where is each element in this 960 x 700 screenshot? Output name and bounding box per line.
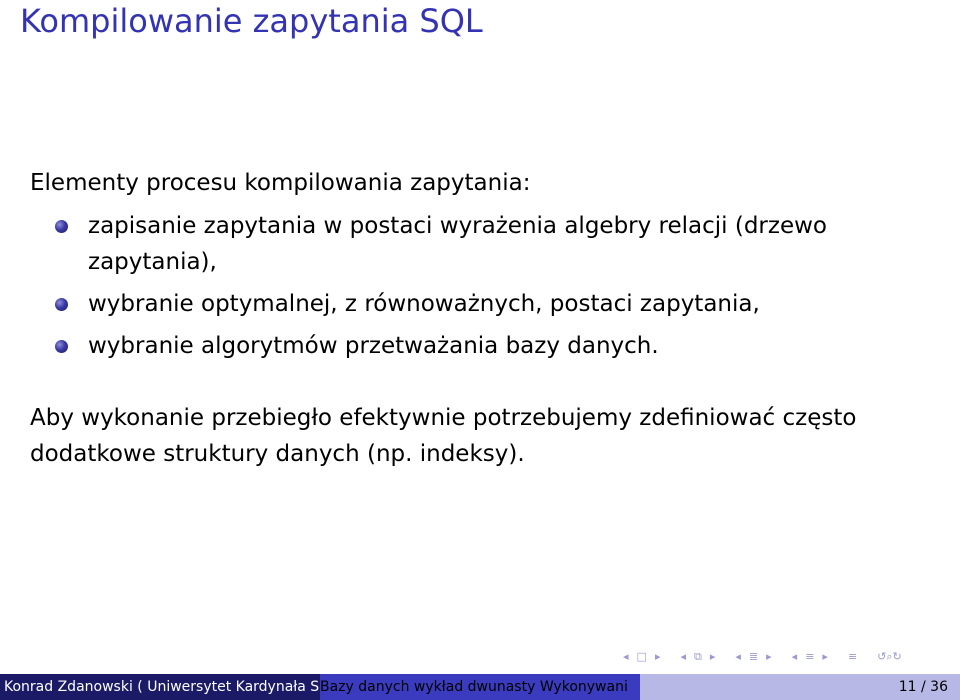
subsection-icon[interactable]: ⧉ (694, 650, 702, 663)
bullet-list (30, 208, 935, 364)
bullet-ball-icon (55, 340, 68, 353)
bullet-ball-icon (55, 298, 68, 311)
doc-back-icon[interactable]: ◂ (791, 650, 798, 663)
footer-title: Bazy danych wykład dwunasty Wykonywani (320, 674, 640, 700)
section-icon[interactable]: ≣ (748, 650, 759, 663)
align-icon[interactable]: ≡ (847, 650, 858, 663)
footer-page-number: 11 / 36 (640, 674, 960, 700)
list-item (30, 286, 935, 322)
subsection-forward-icon[interactable]: ▸ (709, 650, 716, 663)
section-back-icon[interactable]: ◂ (735, 650, 741, 663)
bullet-text: zapisanie zapytania w postaci wyrażenia algebry relacji (drzewo zapytania), (88, 213, 827, 275)
search-icon[interactable]: ↺⌕↻ (877, 650, 902, 663)
slide-title: Kompilowanie zapytania SQL (20, 2, 483, 40)
bullet-ball-icon (55, 220, 68, 233)
section-forward-icon[interactable]: ▸ (766, 650, 772, 663)
body-paragraph: Aby wykonanie przebiegło efektywnie potrzebujemy zdefiniować często dodatkowe struktury danych (np. indeksy). (30, 405, 857, 467)
bullet-text: wybranie algorytmów przetważania bazy danych. (88, 333, 659, 359)
list-item (30, 208, 935, 280)
frame-back-icon[interactable]: ◂ (623, 650, 629, 663)
footer-author: Konrad Zdanowski ( Uniwersytet Kardynała S (0, 674, 320, 700)
footer-bar (0, 674, 960, 700)
bullet-text: wybranie optymalnej, z równoważnych, postaci zapytania, (88, 291, 760, 317)
navigation-bar (620, 648, 905, 666)
frame-forward-icon[interactable]: ▸ (654, 650, 661, 663)
doc-forward-icon[interactable]: ▸ (822, 650, 828, 663)
list-item (30, 328, 935, 364)
intro-text: Elementy procesu kompilowania zapytania: (30, 170, 531, 196)
subsection-back-icon[interactable]: ◂ (680, 650, 686, 663)
doc-icon[interactable]: ≡ (805, 650, 815, 663)
frame-icon[interactable]: □ (636, 650, 647, 663)
slide-content (30, 168, 935, 472)
